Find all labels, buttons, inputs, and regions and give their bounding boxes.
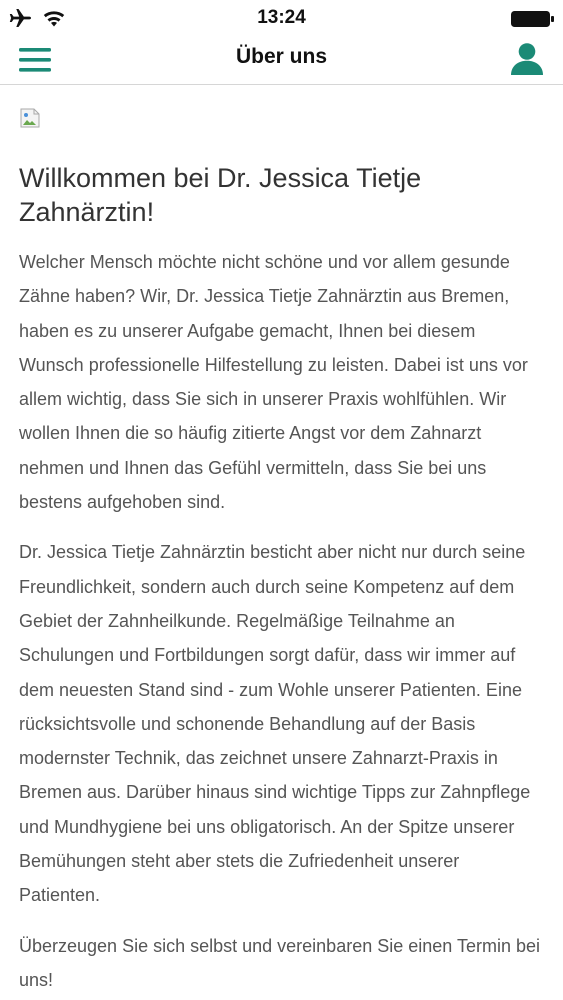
status-bar [0,0,563,36]
welcome-heading: Willkommen bei Dr. Jessica Tietje Zahnärztin! [19,163,422,227]
broken-image-icon [19,107,41,129]
user-icon [510,42,544,76]
competence-paragraph: Dr. Jessica Tietje Zahnärztin besticht aber nicht nur durch seine Freundlichkeit, sondern auch durch seine Kompetenz auf dem Gebiet der Zahnheilkunde. Regelmäßige Teilnahme an Schulungen und Fortbildungen sorgt dafür, dass wir immer auf dem neuesten Stand sind - zum Wohle unserer Patienten. Eine rücksichtsvolle und schonende Behandlung auf der Basis modernster Technik, das zeichnet unsere Zahnarzt-Praxis in Bremen aus. Darüber hinaus sind wichtige Tipps zur Zahnpflege und Mundhygiene bei uns obligatorisch. An der Spitze unserer Bemühungen steht aber stets die Zufriedenheit unserer Patienten. [19,542,531,906]
intro-paragraph: Welcher Mensch möchte nicht schöne und vor allem gesunde Zähne haben? Wir, Dr. Jessica Tietje Zahnärztin aus Bremen, haben es zu unserer Aufgabe gemacht, Ihnen bei diesem Wunsch professionelle Hilfestellung zu leisten. Dabei ist uns vor allem wichtig, dass Sie sich in unserer Praxis wohlfühlen. Wir wollen Ihnen die so häufig zitierte Angst vor dem Zahnarzt nehmen und Ihnen das Gefühl vermitteln, dass Sie bei uns bestens aufgehoben sind. [19,252,528,513]
battery-icon [511,11,555,27]
page-title: Über uns [235,45,327,68]
user-account-button[interactable] [507,39,547,79]
closing-paragraph: Überzeugen Sie sich selbst und vereinbaren Sie einen Termin bei uns! [19,935,540,990]
nav-bar [0,36,563,85]
status-time: 13:24 [257,7,306,28]
hamburger-menu-icon [19,47,51,73]
content-area [0,85,563,1000]
menu-button[interactable] [16,42,54,78]
